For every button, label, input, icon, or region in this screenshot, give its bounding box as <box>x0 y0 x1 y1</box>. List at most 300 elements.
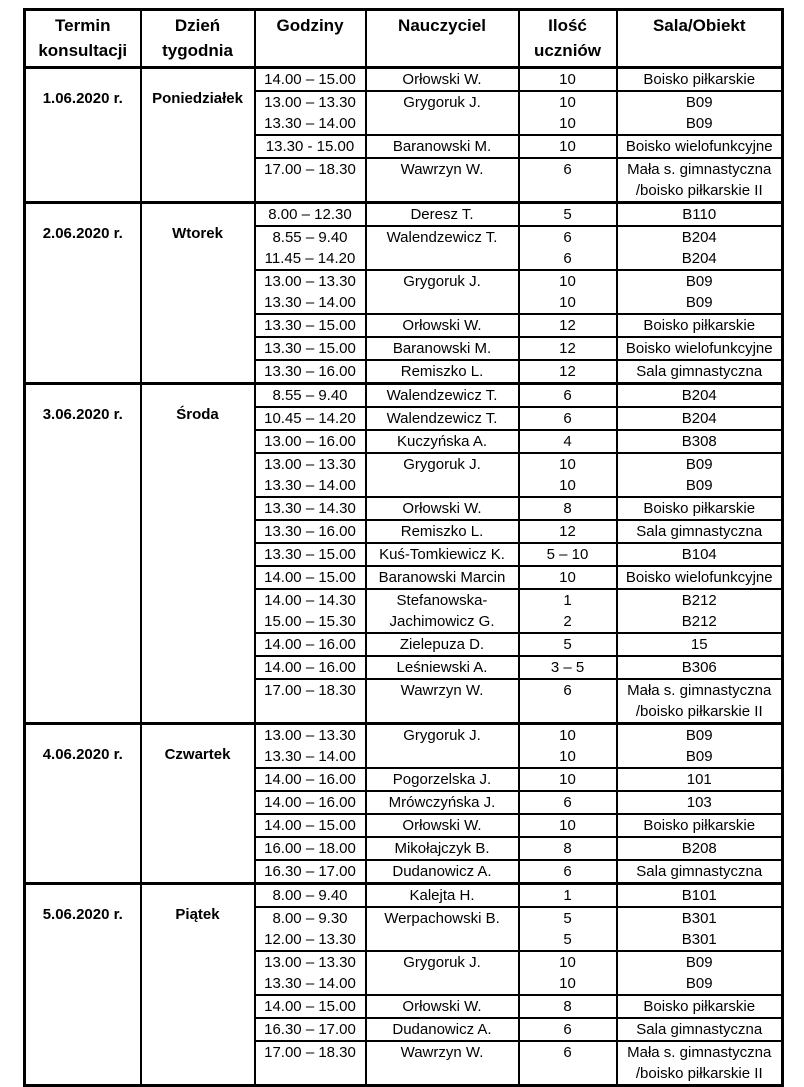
time-cell <box>255 995 366 1018</box>
time-cell <box>255 589 366 633</box>
students-cell <box>519 203 617 227</box>
students-cell <box>519 384 617 408</box>
time-cell-line: 13.30 – 15.00 <box>264 317 356 334</box>
time-cell-line: 13.00 – 13.30 <box>264 954 356 971</box>
students-cell <box>519 453 617 497</box>
teacher-cell <box>366 837 519 860</box>
room-cell-line: Boisko piłkarskie <box>643 817 756 834</box>
consultation-date: 5.06.2020 r. <box>25 884 141 1086</box>
room-cell-line: B101 <box>681 887 717 904</box>
teacher-cell <box>366 884 519 908</box>
room-cell <box>617 158 783 203</box>
students-cell-line: 6 <box>563 250 572 267</box>
room-cell <box>617 1018 783 1041</box>
teacher-cell-line: Jachimowicz G. <box>389 613 495 630</box>
header-col-sala <box>617 10 783 68</box>
students-cell-line: 1 <box>563 592 572 609</box>
time-cell <box>255 270 366 314</box>
students-cell-line: 10 <box>559 294 576 311</box>
room-cell <box>617 860 783 884</box>
room-cell <box>617 566 783 589</box>
students-cell-line: 12 <box>559 340 576 357</box>
room-cell-line: Boisko wielofunkcyjne <box>625 569 773 586</box>
room-cell <box>617 203 783 227</box>
time-cell-line: 14.00 – 14.30 <box>264 592 356 609</box>
time-cell <box>255 543 366 566</box>
weekday-name: Piątek <box>141 884 255 1086</box>
teacher-cell-line: Baranowski M. <box>392 138 492 155</box>
room-cell <box>617 633 783 656</box>
room-cell <box>617 995 783 1018</box>
weekday-name: Wtorek <box>141 203 255 384</box>
teacher-cell <box>366 384 519 408</box>
teacher-cell-line: Wawrzyn W. <box>400 1044 484 1061</box>
teacher-cell-line: Grygoruk J. <box>403 273 481 290</box>
teacher-cell <box>366 724 519 769</box>
students-cell <box>519 814 617 837</box>
teacher-cell <box>366 68 519 92</box>
students-cell <box>519 543 617 566</box>
room-cell <box>617 337 783 360</box>
time-cell-line: 13.30 – 16.00 <box>264 523 356 540</box>
time-cell <box>255 314 366 337</box>
schedule-row <box>25 724 783 769</box>
room-cell <box>617 270 783 314</box>
teacher-cell <box>366 1018 519 1041</box>
teacher-cell-line: Wawrzyn W. <box>400 682 484 699</box>
room-cell-line: B212 <box>681 613 717 630</box>
teacher-cell-line: Remiszko L. <box>400 523 484 540</box>
room-cell <box>617 360 783 384</box>
students-cell <box>519 135 617 158</box>
teacher-cell-line: Stefanowska- <box>396 592 488 609</box>
header-label-line: Dzień <box>174 16 221 35</box>
room-cell-line: Boisko piłkarskie <box>643 71 756 88</box>
room-cell <box>617 656 783 679</box>
header-label-line: Godziny <box>276 16 344 35</box>
students-cell <box>519 520 617 543</box>
teacher-cell <box>366 814 519 837</box>
students-cell-line: 10 <box>559 771 576 788</box>
time-cell <box>255 407 366 430</box>
table-header <box>25 10 783 68</box>
students-cell <box>519 633 617 656</box>
teacher-cell <box>366 907 519 951</box>
room-cell <box>617 314 783 337</box>
students-cell <box>519 68 617 92</box>
consultation-date: 3.06.2020 r. <box>25 384 141 724</box>
time-cell <box>255 679 366 724</box>
time-cell <box>255 814 366 837</box>
header-label-line: Sala/Obiekt <box>652 16 746 35</box>
time-cell <box>255 907 366 951</box>
time-cell-line: 14.00 – 15.00 <box>264 569 356 586</box>
students-cell-line: 10 <box>559 71 576 88</box>
students-cell <box>519 1018 617 1041</box>
room-cell-line: B301 <box>681 931 717 948</box>
teacher-cell <box>366 91 519 135</box>
time-cell-line: 14.00 – 16.00 <box>264 636 356 653</box>
room-cell-line: B09 <box>685 273 713 290</box>
students-cell-line: 5 <box>563 910 572 927</box>
students-cell-line: 10 <box>559 817 576 834</box>
teacher-cell-line: Orłowski W. <box>402 998 482 1015</box>
time-cell-line: 13.00 – 13.30 <box>264 94 356 111</box>
teacher-cell <box>366 995 519 1018</box>
students-cell-line: 5 <box>563 636 572 653</box>
teacher-cell <box>366 203 519 227</box>
teacher-cell-line: Zielepuza D. <box>399 636 485 653</box>
teacher-cell-line: Dudanowicz A. <box>392 863 492 880</box>
time-cell <box>255 1041 366 1086</box>
time-cell-line: 17.00 – 18.30 <box>264 161 356 178</box>
time-cell <box>255 135 366 158</box>
time-cell <box>255 633 366 656</box>
teacher-cell <box>366 1041 519 1086</box>
header-label-line: Termin <box>55 16 111 35</box>
teacher-cell <box>366 314 519 337</box>
teacher-cell-line: Kuś-Tomkiewicz K. <box>379 546 505 563</box>
room-cell <box>617 543 783 566</box>
room-cell-line: Sala gimnastyczna <box>636 863 763 880</box>
students-cell-line: 3 – 5 <box>550 659 585 676</box>
time-cell-line: 13.00 – 13.30 <box>264 273 356 290</box>
consultation-schedule-table <box>23 8 784 1087</box>
room-cell <box>617 907 783 951</box>
time-cell <box>255 1018 366 1041</box>
teacher-cell <box>366 135 519 158</box>
students-cell-line: 2 <box>563 613 572 630</box>
students-cell-line: 6 <box>563 1021 572 1038</box>
time-cell-line: 14.00 – 15.00 <box>264 998 356 1015</box>
time-cell <box>255 656 366 679</box>
weekday-name: Poniedziałek <box>141 68 255 203</box>
teacher-cell-line: Pogorzelska J. <box>392 771 492 788</box>
teacher-cell-line: Wawrzyn W. <box>400 161 484 178</box>
time-cell <box>255 68 366 92</box>
time-cell-line: 14.00 – 16.00 <box>264 659 356 676</box>
students-cell <box>519 407 617 430</box>
teacher-cell-line: Remiszko L. <box>400 363 484 380</box>
students-cell-line: 6 <box>563 161 572 178</box>
teacher-cell <box>366 158 519 203</box>
time-cell <box>255 724 366 769</box>
room-cell <box>617 91 783 135</box>
room-cell-line: B204 <box>681 410 717 427</box>
students-cell-line: 6 <box>563 387 572 404</box>
time-cell <box>255 497 366 520</box>
teacher-cell-line: Mrówczyńska J. <box>388 794 496 811</box>
students-cell <box>519 768 617 791</box>
header-label-line: Ilość <box>548 16 587 35</box>
room-cell-line: B204 <box>681 387 717 404</box>
students-cell <box>519 589 617 633</box>
time-cell-line: 15.00 – 15.30 <box>264 613 356 630</box>
time-cell-line: 14.00 – 15.00 <box>264 71 356 88</box>
students-cell-line: 10 <box>559 138 576 155</box>
time-cell <box>255 837 366 860</box>
schedule-row <box>25 384 783 408</box>
weekday-name: Środa <box>141 384 255 724</box>
room-cell-line: B09 <box>685 975 713 992</box>
header-label-line: Nauczyciel <box>398 16 486 35</box>
room-cell-line: Sala gimnastyczna <box>636 363 763 380</box>
students-cell <box>519 884 617 908</box>
teacher-cell-line: Orłowski W. <box>402 817 482 834</box>
consultation-date: 2.06.2020 r. <box>25 203 141 384</box>
room-cell-line: Sala gimnastyczna <box>636 1021 763 1038</box>
students-cell-line: 4 <box>563 433 572 450</box>
room-cell-line: B09 <box>685 294 713 311</box>
students-cell <box>519 860 617 884</box>
room-cell <box>617 453 783 497</box>
time-cell <box>255 430 366 453</box>
students-cell-line: 12 <box>559 523 576 540</box>
teacher-cell <box>366 270 519 314</box>
time-cell-line: 13.30 – 14.00 <box>264 975 356 992</box>
room-cell-line: B104 <box>681 546 717 563</box>
time-cell-line: 13.00 – 16.00 <box>264 433 356 450</box>
room-cell <box>617 68 783 92</box>
time-cell-line: 13.30 – 14.00 <box>264 294 356 311</box>
students-cell <box>519 656 617 679</box>
students-cell <box>519 724 617 769</box>
students-cell-line: 10 <box>559 94 576 111</box>
students-cell-line: 5 – 10 <box>546 546 589 563</box>
room-cell-line: Boisko piłkarskie <box>643 317 756 334</box>
time-cell <box>255 951 366 995</box>
students-cell <box>519 360 617 384</box>
room-cell-line: Boisko wielofunkcyjne <box>625 138 773 155</box>
time-cell-line: 13.30 – 14.00 <box>264 748 356 765</box>
teacher-cell-line: Mikołajczyk B. <box>394 840 490 857</box>
time-cell-line: 13.30 – 14.30 <box>264 500 356 517</box>
students-cell <box>519 679 617 724</box>
students-cell <box>519 314 617 337</box>
room-cell-line: Sala gimnastyczna <box>636 523 763 540</box>
students-cell <box>519 1041 617 1086</box>
time-cell <box>255 520 366 543</box>
time-cell <box>255 453 366 497</box>
students-cell-line: 10 <box>559 748 576 765</box>
header-label-line: konsultacji <box>38 41 128 60</box>
room-cell-line: B09 <box>685 748 713 765</box>
time-cell-line: 13.30 – 15.00 <box>264 546 356 563</box>
teacher-cell <box>366 453 519 497</box>
teacher-cell <box>366 407 519 430</box>
time-cell <box>255 566 366 589</box>
time-cell <box>255 384 366 408</box>
time-cell <box>255 791 366 814</box>
students-cell-line: 6 <box>563 863 572 880</box>
teacher-cell <box>366 679 519 724</box>
room-cell-line: B308 <box>681 433 717 450</box>
room-cell <box>617 135 783 158</box>
time-cell-line: 10.45 – 14.20 <box>264 410 356 427</box>
table-body <box>25 68 783 1086</box>
time-cell <box>255 226 366 270</box>
room-cell-line: /boisko piłkarskie II <box>635 1065 763 1082</box>
students-cell-line: 1 <box>563 887 572 904</box>
room-cell <box>617 768 783 791</box>
room-cell-line: Boisko piłkarskie <box>643 500 756 517</box>
time-cell-line: 16.30 – 17.00 <box>264 863 356 880</box>
schedule-row <box>25 68 783 92</box>
teacher-cell-line: Baranowski M. <box>392 340 492 357</box>
room-cell-line: B301 <box>681 910 717 927</box>
students-cell-line: 10 <box>559 115 576 132</box>
time-cell-line: 16.00 – 18.00 <box>264 840 356 857</box>
teacher-cell <box>366 633 519 656</box>
time-cell-line: 17.00 – 18.30 <box>264 682 356 699</box>
time-cell-line: 13.30 – 15.00 <box>264 340 356 357</box>
room-cell <box>617 384 783 408</box>
teacher-cell-line: Leśniewski A. <box>396 659 488 676</box>
room-cell-line: 15 <box>690 636 708 653</box>
time-cell <box>255 158 366 203</box>
teacher-cell-line: Kuczyńska A. <box>396 433 488 450</box>
students-cell-line: 5 <box>563 931 572 948</box>
students-cell-line: 10 <box>559 975 576 992</box>
room-cell <box>617 951 783 995</box>
students-cell <box>519 226 617 270</box>
teacher-cell-line: Werpachowski B. <box>384 910 500 927</box>
teacher-cell <box>366 589 519 633</box>
room-cell-line: B306 <box>681 659 717 676</box>
teacher-cell <box>366 951 519 995</box>
header-col-ilosc <box>519 10 617 68</box>
room-cell <box>617 837 783 860</box>
time-cell <box>255 884 366 908</box>
teacher-cell <box>366 497 519 520</box>
teacher-cell-line: Deresz T. <box>410 206 474 223</box>
room-cell-line: 103 <box>686 794 712 811</box>
teacher-cell-line: Kalejta H. <box>409 887 475 904</box>
room-cell <box>617 430 783 453</box>
students-cell-line: 5 <box>563 206 572 223</box>
room-cell <box>617 497 783 520</box>
teacher-cell <box>366 543 519 566</box>
room-cell-line: Mała s. gimnastyczna <box>627 682 772 699</box>
teacher-cell-line: Walendzewicz T. <box>386 229 498 246</box>
time-cell-line: 13.00 – 13.30 <box>264 456 356 473</box>
teacher-cell-line: Grygoruk J. <box>403 456 481 473</box>
room-cell-line: Mała s. gimnastyczna <box>627 161 772 178</box>
students-cell <box>519 907 617 951</box>
students-cell-line: 10 <box>559 273 576 290</box>
room-cell <box>617 589 783 633</box>
students-cell-line: 10 <box>559 456 576 473</box>
weekday-name: Czwartek <box>141 724 255 884</box>
teacher-cell <box>366 520 519 543</box>
room-cell <box>617 520 783 543</box>
students-cell <box>519 158 617 203</box>
consultation-date: 4.06.2020 r. <box>25 724 141 884</box>
students-cell-line: 10 <box>559 727 576 744</box>
students-cell-line: 6 <box>563 229 572 246</box>
header-col-godziny <box>255 10 366 68</box>
students-cell-line: 8 <box>563 998 572 1015</box>
students-cell-line: 12 <box>559 317 576 334</box>
teacher-cell-line: Orłowski W. <box>402 317 482 334</box>
teacher-cell <box>366 226 519 270</box>
room-cell-line: /boisko piłkarskie II <box>635 182 763 199</box>
header-label-line: tygodnia <box>162 41 233 60</box>
time-cell-line: 13.30 – 14.00 <box>264 115 356 132</box>
room-cell-line: B09 <box>685 477 713 494</box>
room-cell-line: 101 <box>686 771 712 788</box>
teacher-cell-line: Dudanowicz A. <box>392 1021 492 1038</box>
time-cell <box>255 337 366 360</box>
students-cell-line: 8 <box>563 840 572 857</box>
time-cell <box>255 768 366 791</box>
room-cell-line: B09 <box>685 115 713 132</box>
teacher-cell <box>366 360 519 384</box>
time-cell <box>255 91 366 135</box>
teacher-cell <box>366 791 519 814</box>
room-cell-line: B09 <box>685 456 713 473</box>
room-cell <box>617 407 783 430</box>
teacher-cell <box>366 430 519 453</box>
room-cell <box>617 884 783 908</box>
room-cell-line: B208 <box>681 840 717 857</box>
teacher-cell <box>366 566 519 589</box>
time-cell-line: 13.00 – 13.30 <box>264 727 356 744</box>
time-cell-line: 8.00 – 9.40 <box>272 887 348 904</box>
room-cell <box>617 724 783 769</box>
students-cell <box>519 270 617 314</box>
teacher-cell-line: Grygoruk J. <box>403 954 481 971</box>
time-cell-line: 8.55 – 9.40 <box>272 387 348 404</box>
time-cell-line: 12.00 – 13.30 <box>264 931 356 948</box>
time-cell <box>255 203 366 227</box>
students-cell <box>519 430 617 453</box>
students-cell-line: 10 <box>559 569 576 586</box>
teacher-cell-line: Walendzewicz T. <box>386 387 498 404</box>
students-cell-line: 6 <box>563 1044 572 1061</box>
room-cell <box>617 791 783 814</box>
room-cell-line: B204 <box>681 229 717 246</box>
time-cell-line: 11.45 – 14.20 <box>264 250 356 267</box>
teacher-cell-line: Walendzewicz T. <box>386 410 498 427</box>
room-cell-line: Mała s. gimnastyczna <box>627 1044 772 1061</box>
room-cell-line: B09 <box>685 954 713 971</box>
schedule-row <box>25 884 783 908</box>
header-row <box>25 10 783 68</box>
room-cell-line: B110 <box>682 206 717 223</box>
room-cell-line: B09 <box>685 94 713 111</box>
students-cell-line: 12 <box>559 363 576 380</box>
room-cell-line: B204 <box>681 250 717 267</box>
teacher-cell-line: Orłowski W. <box>402 71 482 88</box>
header-col-nauczyciel <box>366 10 519 68</box>
students-cell <box>519 995 617 1018</box>
students-cell <box>519 951 617 995</box>
header-col-dzien <box>141 10 255 68</box>
time-cell-line: 16.30 – 17.00 <box>264 1021 356 1038</box>
time-cell-line: 8.00 – 12.30 <box>268 206 352 223</box>
header-label-line: uczniów <box>533 41 602 60</box>
room-cell <box>617 814 783 837</box>
header-col-termin <box>25 10 141 68</box>
students-cell <box>519 497 617 520</box>
room-cell-line: Boisko wielofunkcyjne <box>625 340 773 357</box>
room-cell-line: B212 <box>681 592 717 609</box>
students-cell-line: 10 <box>559 477 576 494</box>
room-cell-line: /boisko piłkarskie II <box>635 703 763 720</box>
teacher-cell-line: Grygoruk J. <box>403 727 481 744</box>
room-cell <box>617 226 783 270</box>
